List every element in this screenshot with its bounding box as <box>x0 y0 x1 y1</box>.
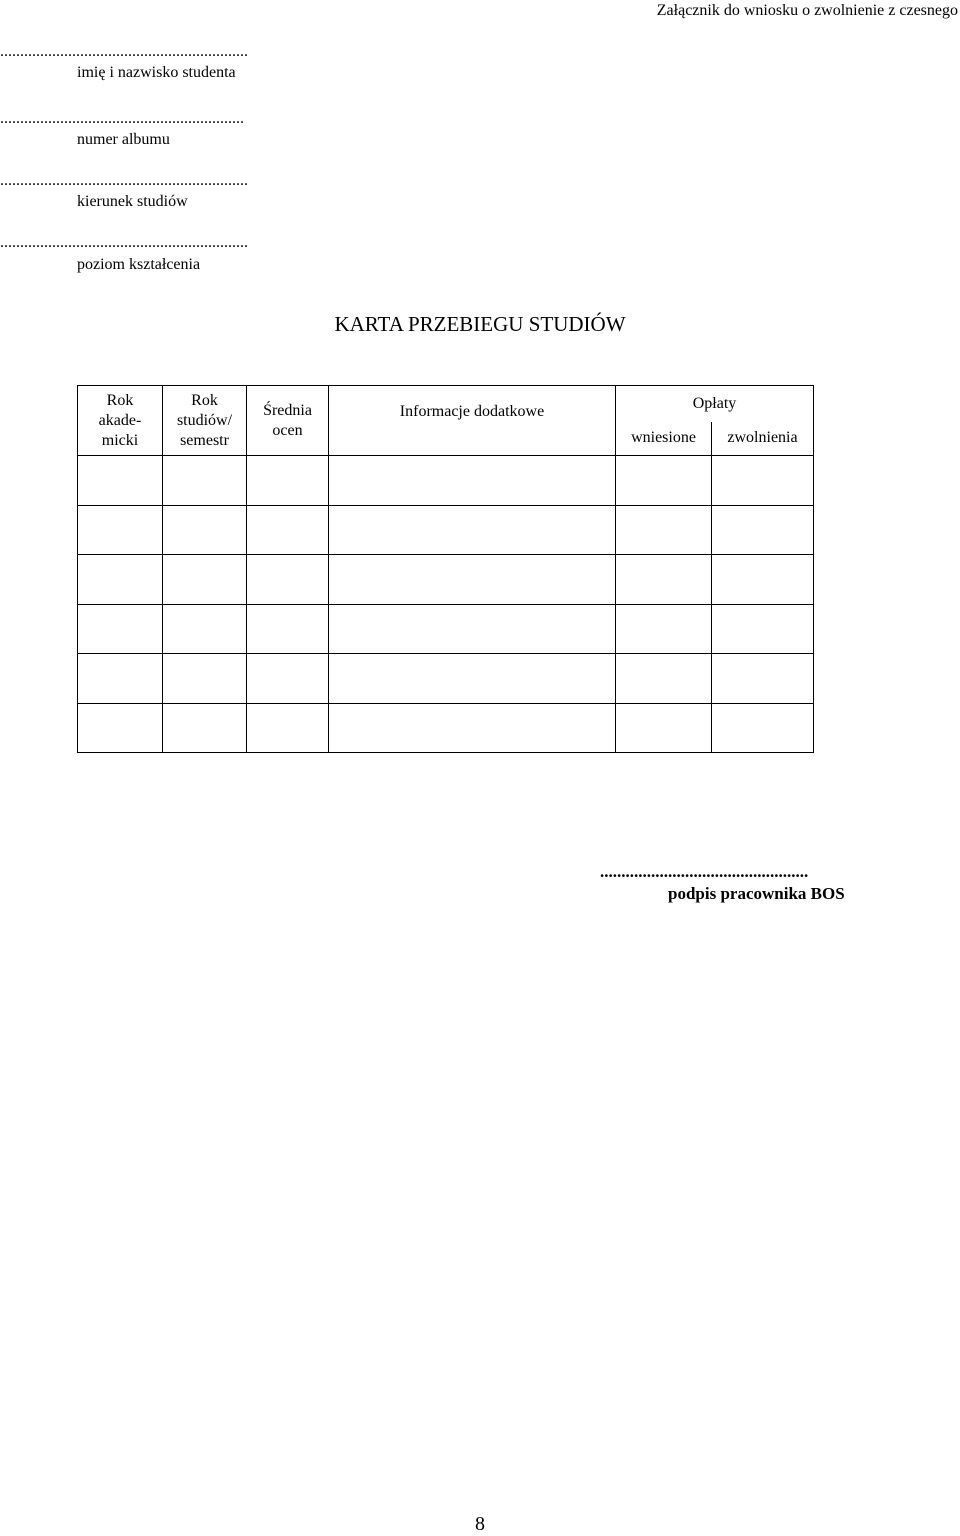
table-cell[interactable] <box>329 506 616 555</box>
table-cell[interactable] <box>78 506 163 555</box>
table-row <box>78 555 814 605</box>
attachment-note: Załącznik do wniosku o zwolnienie z czesnego <box>656 2 958 19</box>
table-cell[interactable] <box>247 506 329 555</box>
page-number: 8 <box>475 1513 485 1535</box>
header-grade-average-line: Średnia <box>263 401 312 419</box>
table-cell[interactable] <box>247 456 329 506</box>
table-cell[interactable] <box>78 704 163 753</box>
table-cell[interactable] <box>329 654 616 704</box>
table-cell[interactable] <box>712 605 814 654</box>
education-level-label: poziom kształcenia <box>77 256 201 273</box>
table-cell[interactable] <box>712 555 814 605</box>
header-academic-year-line: Rok <box>106 391 134 409</box>
education-level-dots[interactable]: .............................................................. <box>0 234 248 251</box>
table-row <box>78 506 814 555</box>
table-cell[interactable] <box>247 555 329 605</box>
page-title: KARTA PRZEBIEGU STUDIÓW <box>334 312 626 336</box>
table-cell[interactable] <box>78 654 163 704</box>
table-cell[interactable] <box>78 555 163 605</box>
field-of-study-dots[interactable]: .............................................................. <box>0 172 248 189</box>
table-cell[interactable] <box>329 555 616 605</box>
signature-dots[interactable]: ................................................. <box>600 862 809 881</box>
student-name-dots[interactable]: .............................................................. <box>0 43 248 60</box>
album-number-dots[interactable]: ............................................................. <box>0 110 244 127</box>
table-cell[interactable] <box>616 456 712 506</box>
table-cell[interactable] <box>712 654 814 704</box>
table-row <box>78 654 814 704</box>
table-row <box>78 704 814 753</box>
table-cell[interactable] <box>247 605 329 654</box>
table-cell[interactable] <box>616 654 712 704</box>
table-cell[interactable] <box>712 456 814 506</box>
header-fees: Opłaty <box>616 386 814 422</box>
table-cell[interactable] <box>247 704 329 753</box>
table-cell[interactable] <box>616 704 712 753</box>
header-study-year-semester <box>163 386 247 456</box>
study-progress-table <box>77 385 814 753</box>
table-cell[interactable] <box>78 605 163 654</box>
student-name-label: imię i nazwisko studenta <box>77 64 236 81</box>
table-cell[interactable] <box>616 506 712 555</box>
table-cell[interactable] <box>163 456 247 506</box>
header-academic-year-line: akade- <box>98 411 142 429</box>
table-cell[interactable] <box>163 605 247 654</box>
signature-label: podpis pracownika BOS <box>668 884 845 903</box>
field-of-study-label: kierunek studiów <box>77 193 188 210</box>
table-cell[interactable] <box>329 704 616 753</box>
table-cell[interactable] <box>712 506 814 555</box>
header-fees-paid: wniesione <box>616 422 712 456</box>
header-academic-year-line: micki <box>101 431 139 449</box>
table-cell[interactable] <box>616 555 712 605</box>
table-row <box>78 605 814 654</box>
header-study-year-line: Rok <box>191 391 218 409</box>
table-cell[interactable] <box>163 555 247 605</box>
album-number-label: numer albumu <box>77 131 170 148</box>
header-additional-info: Informacje dodatkowe <box>329 386 616 456</box>
table-cell[interactable] <box>247 654 329 704</box>
header-study-year-line: studiów/ <box>176 411 233 429</box>
table-cell[interactable] <box>329 605 616 654</box>
table-cell[interactable] <box>329 456 616 506</box>
table-cell[interactable] <box>78 456 163 506</box>
table-cell[interactable] <box>163 654 247 704</box>
table-cell[interactable] <box>712 704 814 753</box>
header-study-year-line: semestr <box>180 431 229 449</box>
header-academic-year <box>78 386 163 456</box>
table-cell[interactable] <box>163 704 247 753</box>
header-fees-exemptions: zwolnienia <box>712 422 814 456</box>
table-row <box>78 456 814 506</box>
header-grade-average-line: ocen <box>272 421 303 439</box>
table-cell[interactable] <box>163 506 247 555</box>
header-grade-average <box>247 386 329 456</box>
table-cell[interactable] <box>616 605 712 654</box>
